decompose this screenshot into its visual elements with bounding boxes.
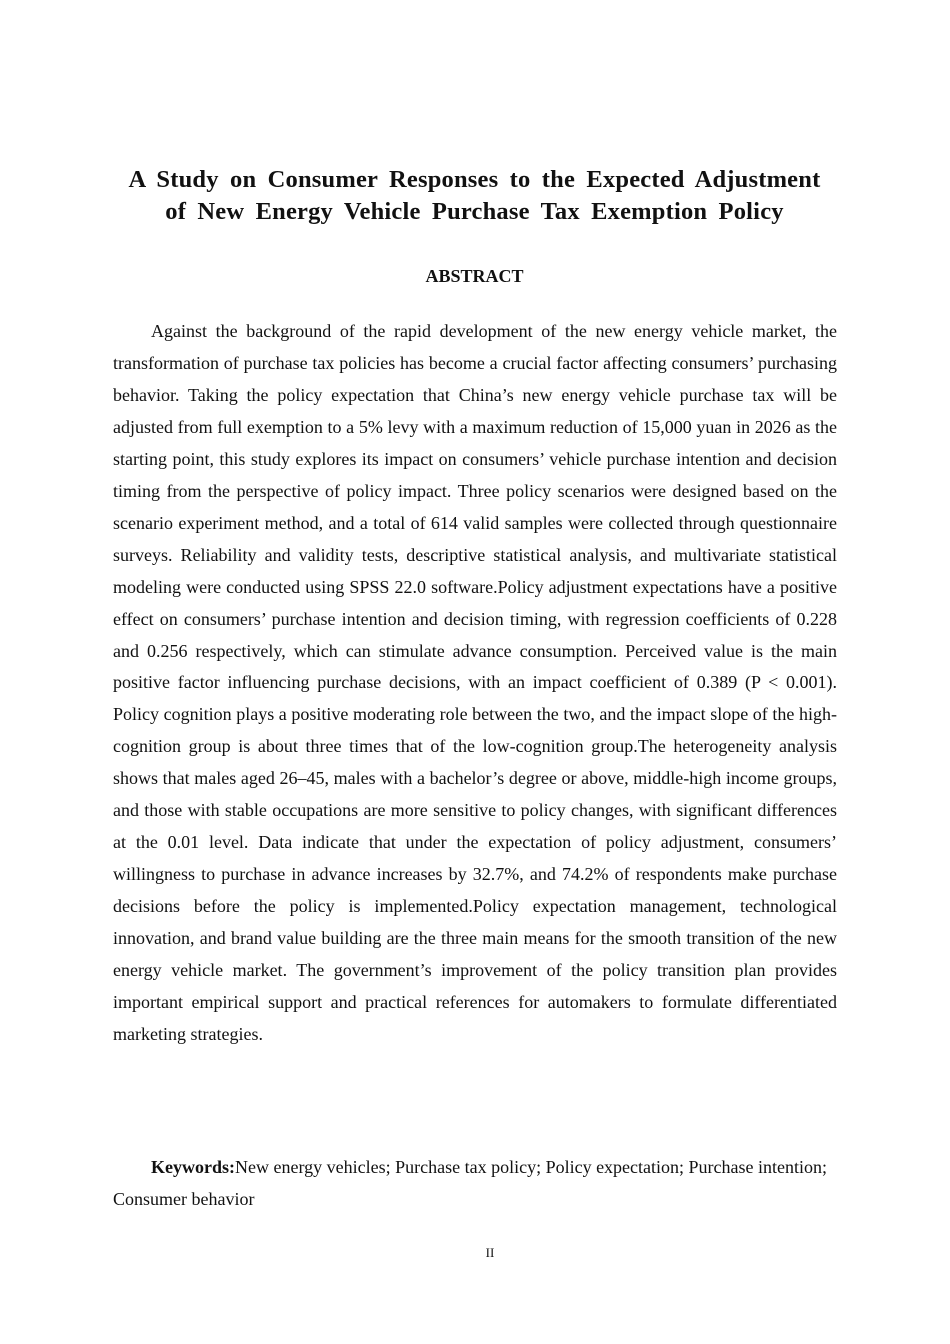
keywords-paragraph — [113, 1152, 837, 1215]
keywords-text: New energy vehicles; Purchase tax policy; Policy expectation; Purchase intention; Consumer behavior — [113, 1157, 828, 1209]
paper-title-line-2: of New Energy Vehicle Purchase Tax Exemption Policy — [165, 198, 784, 225]
keywords-label: Keywords: — [151, 1157, 235, 1177]
paper-title — [112, 164, 837, 228]
page-number: II — [485, 1245, 495, 1260]
abstract-heading: ABSTRACT — [425, 266, 524, 286]
abstract-body: Against the background of the rapid development of the new energy vehicle market, the transformation of purchase tax policies has become a crucial factor affecting consumers’ purchasing behavior. Taking the policy expectation that China’s new energy vehicle purchase tax will be adjusted from full exemption to a 5% levy with a maximum reduction of 15,000 yuan in 2026 as the starting point, this study explores its impact on consumers’ vehicle purchase intention and decision timing from the perspective of policy impact. Three policy scenarios were designed based on the scenario experiment method, and a total of 614 valid samples were collected through questionnaire surveys. Reliability and validity tests, descriptive statistical analysis, and multivariate statistical modeling were conducted using SPSS 22.0 software.Policy adjustment expectations have a positive effect on consumers’ purchase intention and decision timing, with regression coefficients of 0.228 and 0.256 respectively, which can stimulate advance consumption. Perceived value is the main positive factor influencing purchase decisions, with an impact coefficient of 0.389 (P < 0.001). Policy cognition plays a positive moderating role between the two, and the impact slope of the high-cognition group is about three times that of the low-cognition group.The heterogeneity analysis shows that males aged 26–45, males with a bachelor’s degree or above, middle-high income groups, and those with stable occupations are more sensitive to policy changes, with significant differences at the 0.01 level. Data indicate that under the expectation of policy adjustment, consumers’ willingness to purchase in advance increases by 32.7%, and 74.2% of respondents make purchase decisions before the policy is implemented.Policy expectation management, technological innovation, and brand value building are the three main means for the smooth transition of the new energy vehicle market. The government’s improvement of the policy transition plan provides important empirical support and practical references for automakers to formulate differentiated marketing strategies. — [113, 321, 837, 1044]
paper-title-line-1: A Study on Consumer Responses to the Expected Adjustment — [128, 166, 821, 193]
